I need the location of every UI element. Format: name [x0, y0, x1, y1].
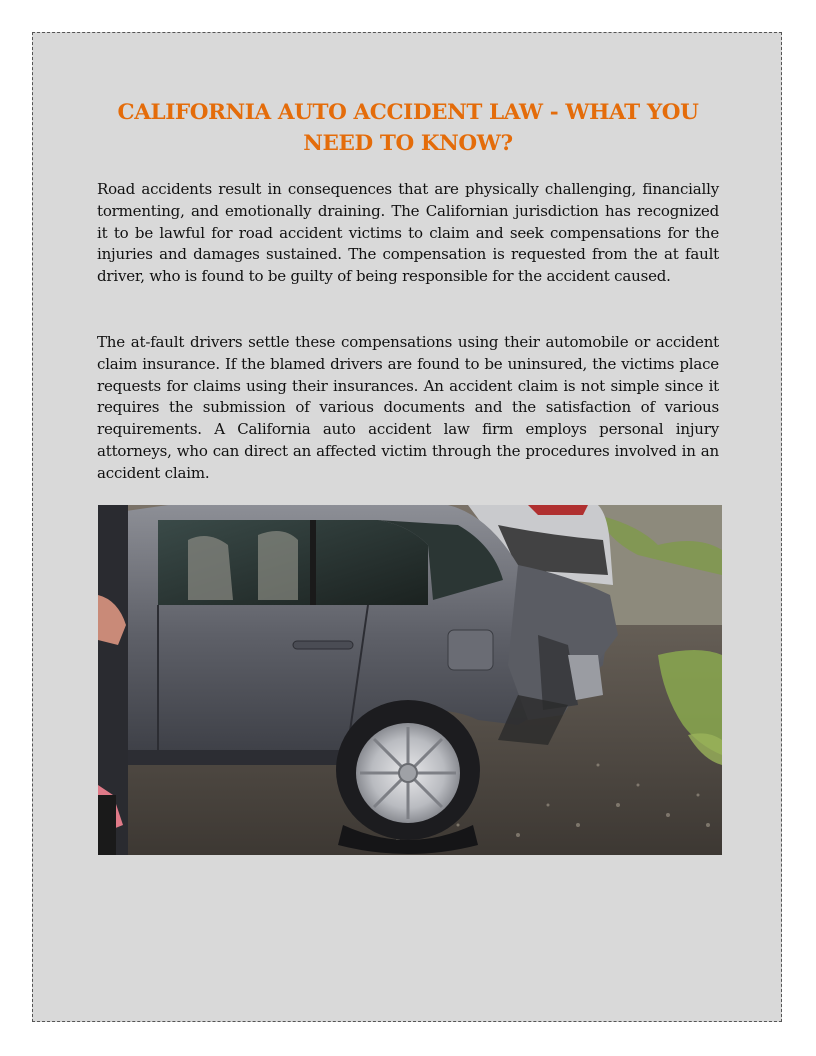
page-title: CALIFORNIA AUTO ACCIDENT LAW - WHAT YOU NEED TO KNOW?	[117, 100, 699, 156]
paragraph-text: Road accidents result in consequences that are physically challenging, financially tormenting, and emotionally draining. The Californian jurisdiction has recognized it to be lawful for road accident victims to claim and seek compensations for the injuries and damages sustained. The compensation is requested from the at fault driver, who is found to be guilty of being responsible for the accident caused.	[97, 180, 719, 286]
body-paragraph-1	[97, 179, 719, 288]
paragraph-text: The at-fault drivers settle these compensations using their automobile or accident claim insurance. If the blamed drivers are found to be uninsured, the victims place requests for claims using their insurances. An accident claim is not simple since it requires the submission of various documents and the satisfaction of various requirements. A California auto accident law firm employs personal injury attorneys, who can direct an affected victim through the procedures involved in an accident claim.	[97, 333, 719, 482]
body-paragraph-2	[97, 332, 719, 485]
document-page	[32, 32, 782, 1022]
damaged-car-photo	[98, 505, 722, 855]
